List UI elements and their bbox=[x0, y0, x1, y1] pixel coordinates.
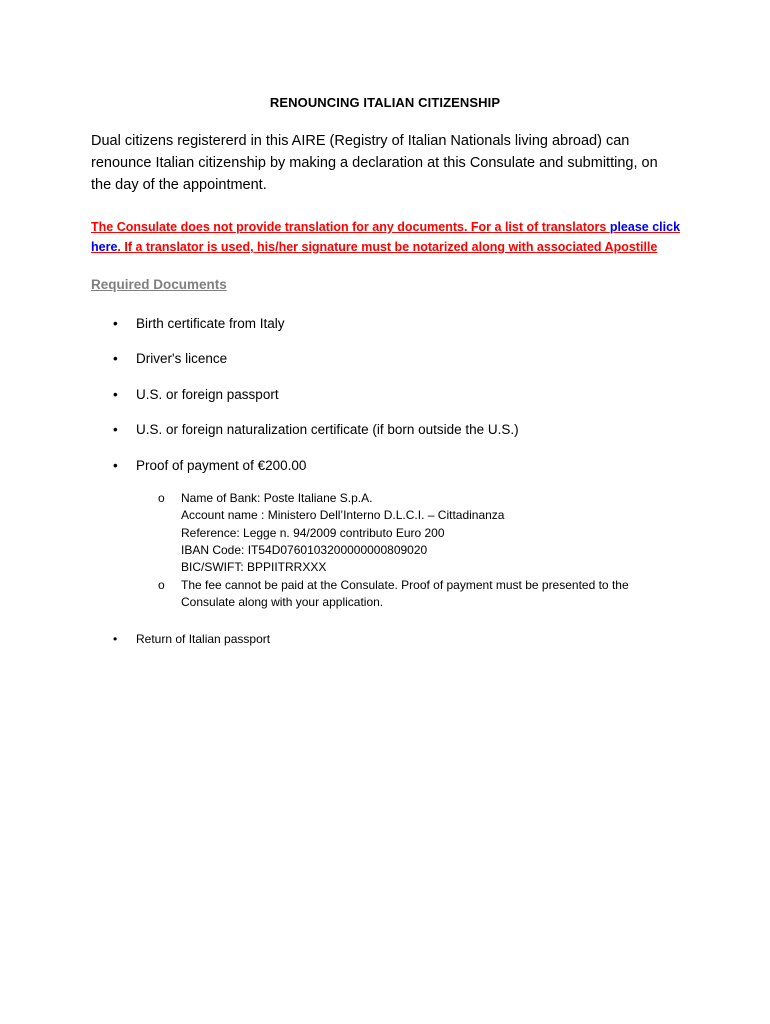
bic-swift: BIC/SWIFT: BPPIITRRXXX bbox=[181, 560, 327, 575]
bullet-icon: • bbox=[113, 458, 118, 473]
notice-text-end: . If a translator is used, his/her signature must be notarized along with associated Apostille bbox=[117, 240, 658, 254]
account-name: Account name : Ministero Dell’Interno D.L.C.I. – Cittadinanza bbox=[181, 508, 505, 523]
translation-notice bbox=[91, 217, 681, 257]
list-item-text: U.S. or foreign naturalization certificate (if born outside the U.S.) bbox=[136, 422, 519, 437]
sub-bullet-icon: o bbox=[158, 491, 165, 505]
bullet-icon: • bbox=[113, 316, 118, 331]
list-item-text: U.S. or foreign passport bbox=[136, 387, 279, 402]
bank-name: Name of Bank: Poste Italiane S.p.A. bbox=[181, 491, 373, 505]
bullet-icon: • bbox=[113, 632, 118, 646]
fee-note-line-2: Consulate along with your application. bbox=[181, 595, 384, 610]
notice-text-start: The Consulate does not provide translation for any documents. For a list of translators bbox=[91, 220, 610, 234]
translators-link[interactable]: please click here bbox=[91, 220, 681, 254]
sub-bullet-icon: o bbox=[158, 578, 165, 592]
bullet-icon: • bbox=[113, 387, 118, 402]
list-item-text: Return of Italian passport bbox=[136, 632, 271, 646]
intro-paragraph: Dual citizens registererd in this AIRE (Registry of Italian Nationals living abroad) can renounce Italian citizenship by making a declaration at this Consulate and submitting, on the day of the appointment. bbox=[91, 133, 658, 193]
list-item-text: Birth certificate from Italy bbox=[136, 316, 285, 331]
bullet-icon: • bbox=[113, 422, 118, 437]
payment-reference: Reference: Legge n. 94/2009 contributo Euro 200 bbox=[181, 525, 445, 540]
fee-note-line-1: The fee cannot be paid at the Consulate. Proof of payment must be presented to the bbox=[181, 578, 629, 592]
required-documents-heading: Required Documents bbox=[91, 277, 227, 292]
list-item-text: Driver's licence bbox=[136, 351, 228, 366]
page-title: RENOUNCING ITALIAN CITIZENSHIP bbox=[269, 95, 501, 110]
iban-code: IBAN Code: IT54D0760103200000000809020 bbox=[181, 542, 428, 557]
bullet-icon: • bbox=[113, 351, 118, 366]
list-item-text: Proof of payment of €200.00 bbox=[136, 458, 307, 473]
